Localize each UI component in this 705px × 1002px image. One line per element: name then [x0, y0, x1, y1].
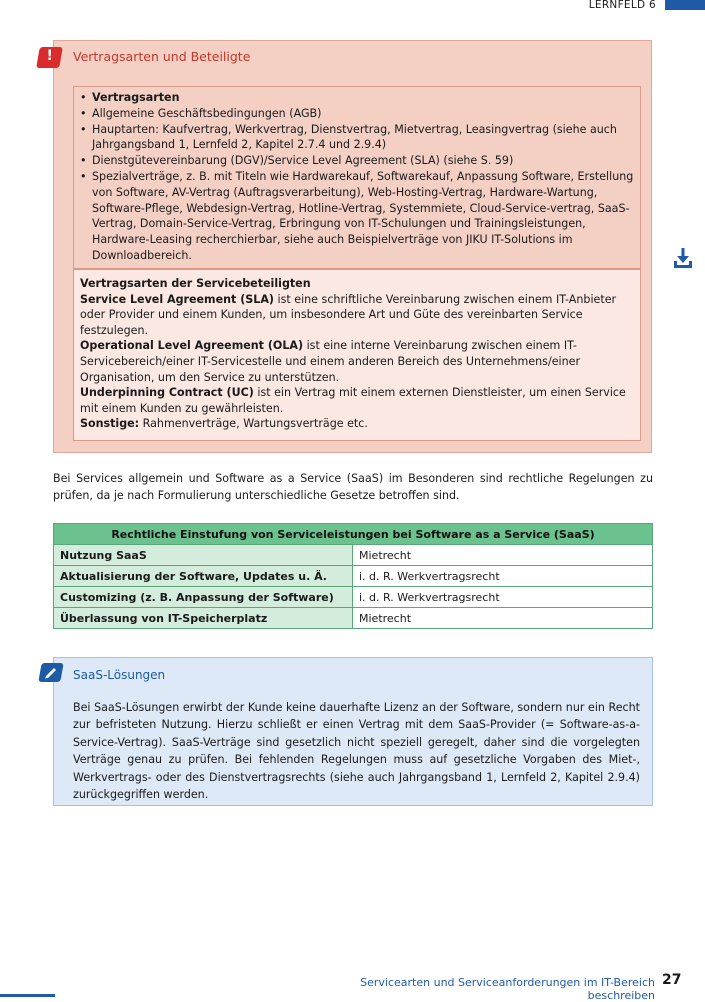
- table-row: Aktualisierung der Software, Updates u. Ä. i. d. R. Werkvertragsrecht: [54, 566, 653, 587]
- saas-solutions-text: Bei SaaS-Lösungen erwirbt der Kunde keine dauerhafte Lizenz an der Software, sondern nur ein Recht zur befristeten Nutzung. Hierzu schließt er einen Vertrag mit dem SaaS-Provider (= Software-as-a-Service-Vertrag). SaaS-Verträge sind gesetzlich nicht speziell geregelt, daher sind die vorgelegten Verträge genau zu prüfen. Bei fehlenden Regelungen muss auf gesetzliche Vorgaben des Miet-, Werkvertrags- oder des Dienstvertragsrechts (siehe auch Jahrgangsband 1, Lernfeld 2, Kapitel 2.9.4) zurückgegriffen werden.: [73, 701, 640, 802]
- saas-legal-table: [53, 523, 653, 629]
- list-item: • Spezialverträge, z. B. mit Titeln wie Hardwarekauf, Softwarekauf, Anpassung Software, Erstellung von Software, AV-Vertrag (Auftragsverarbeitung), Web-Hosting-Vertrag, Hardware-Wartung, Software-Pflege, Webdesign-Vertrag, Hotline-Vertrag, Systemmiete, Cloud-Service-vertrag, SaaS-Vertrag, Domain-Service-Vertrag, Erbringung von IT-Schulungen und Trainingsleistungen, Hardware-Leasing recherchierbar, siehe auch Beispielverträge von JIKU IT-Solutions im Downloadbereich.: [80, 169, 636, 264]
- pencil-icon: [38, 663, 63, 682]
- table-row: Überlassung von IT-Speicherplatz Mietrecht: [54, 608, 653, 629]
- download-icon[interactable]: [673, 247, 693, 269]
- service-parties-box: [73, 269, 641, 441]
- sla-definition: Service Level Agreement (SLA) ist eine schriftliche Vereinbarung zwischen einem IT-Anbieter oder Provider und einem Kunden, um insbesondere Art und Güte des vereinbarten Service festzulegen.: [80, 292, 617, 337]
- list-item: • Vertragsarten: [80, 90, 636, 106]
- exclamation-icon: !: [36, 47, 63, 68]
- contract-types-title: Vertragsarten und Beteiligte: [73, 49, 251, 64]
- list-item: • Hauptarten: Kaufvertrag, Werkvertrag, Dienstvertrag, Mietvertrag, Leasingvertrag (siehe auch Jahrgangsband 1, Lernfeld 2, Kapitel 2.7.4 und 2.9.4): [80, 122, 636, 154]
- service-parties-heading: Vertragsarten der Servicebeteiligten: [80, 277, 311, 290]
- table-row: Customizing (z. B. Anpassung der Software) i. d. R. Werkvertragsrecht: [54, 587, 653, 608]
- list-item: • Dienstgütevereinbarung (DGV)/Service Level Agreement (SLA) (siehe S. 59): [80, 153, 636, 169]
- contract-types-list-box: [73, 86, 641, 269]
- contract-types-list: [80, 90, 636, 264]
- other-definition: Sonstige: Rahmenverträge, Wartungsverträge etc.: [80, 417, 368, 431]
- header-accent-bar: [665, 0, 705, 10]
- page-number: 27: [662, 972, 682, 988]
- table-title: Rechtliche Einstufung von Serviceleistungen bei Software as a Service (SaaS): [54, 524, 653, 545]
- uc-definition: Underpinning Contract (UC) ist ein Vertrag mit einem externen Dienstleister, um einen Service mit einem Kunden zu gewährleisten.: [80, 386, 626, 415]
- list-item: • Allgemeine Geschäftsbedingungen (AGB): [80, 106, 636, 122]
- saas-solutions-title: SaaS-Lösungen: [73, 668, 166, 682]
- ola-definition: Operational Level Agreement (OLA) ist eine interne Vereinbarung zwischen einem IT-Servicebereich/einer IT-Servicestelle und einem anderen Bereich des Unternehmens/einer Organisation, um den Service zu unterstützen.: [80, 339, 581, 384]
- body-paragraph: Bei Services allgemein und Software as a Service (SaaS) im Besonderen sind rechtliche Regelungen zu prüfen, da je nach Formulierung unterschiedliche Gesetze betroffen sind.: [53, 472, 653, 502]
- table-row: Nutzung SaaS Mietrecht: [54, 545, 653, 566]
- chapter-label: LERNFELD 6: [588, 0, 656, 11]
- footer-chapter-title: Servicearten und Serviceanforderungen im IT-Bereich beschreiben: [360, 976, 655, 1002]
